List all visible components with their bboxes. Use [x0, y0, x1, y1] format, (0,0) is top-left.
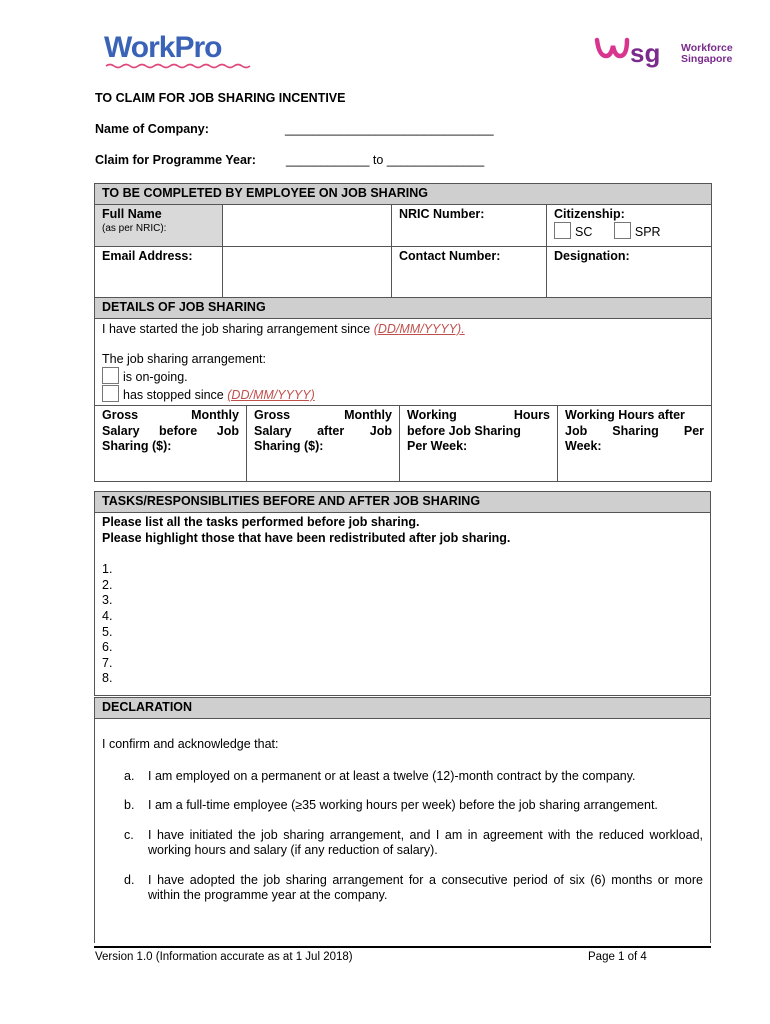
nric-label: NRIC Number:	[399, 207, 485, 221]
wsg-logo-line2: Singapore	[681, 53, 733, 65]
designation-label: Designation:	[554, 249, 630, 263]
full-name-label: Full Name	[102, 207, 162, 221]
wsg-logo-line1: Workforce	[681, 42, 733, 54]
page-number: Page 1 of 4	[588, 951, 647, 963]
programme-year-label: Claim for Programme Year:	[95, 153, 256, 167]
form-title: TO CLAIM FOR JOB SHARING INCENTIVE	[95, 91, 346, 105]
details-body	[95, 319, 712, 406]
wsg-logo-sg: sg	[630, 38, 661, 68]
footer-divider	[94, 946, 711, 948]
company-input[interactable]: ______________________________	[285, 122, 494, 136]
tasks-section-header: TASKS/RESPONSIBLITIES BEFORE AND AFTER JOB SHARING	[95, 492, 711, 513]
list-item: 2.	[102, 577, 113, 592]
declaration-body	[95, 719, 711, 944]
list-item: 5.	[102, 624, 113, 639]
full-name-note: (as per NRIC):	[102, 223, 167, 234]
footer-version: Version 1.0 (Information accurate as at 1 Jul 2018)	[95, 951, 353, 963]
details-table	[94, 297, 712, 482]
task-list	[102, 562, 703, 687]
declaration-item-b: b. I am a full-time employee (≥35 working hours per week) before the job sharing arrangement.	[124, 798, 658, 812]
declaration-item-d: d. I have adopted the job sharing arrangement for a consecutive period of six (6) months or more within the programme year at the company.	[124, 872, 703, 902]
declaration-intro: I confirm and acknowledge that:	[102, 737, 279, 751]
list-item: 3.	[102, 593, 113, 608]
sc-label: SC	[575, 225, 593, 239]
contact-cell[interactable]	[392, 247, 547, 299]
start-date-field[interactable]: (DD/MM/YYYY).	[373, 322, 465, 336]
ongoing-label: is on-going.	[123, 370, 188, 384]
declaration-section-header: DECLARATION	[95, 698, 711, 719]
stopped-checkbox[interactable]	[102, 385, 119, 402]
company-label: Name of Company:	[95, 122, 209, 136]
list-item: 7.	[102, 655, 113, 670]
hours-before-cell[interactable]: Working Hours before Job Sharing Per Week:	[400, 406, 558, 482]
spr-label: SPR	[634, 225, 661, 239]
citizenship-label: Citizenship:	[554, 207, 625, 221]
full-name-label-cell	[95, 205, 223, 247]
programme-year-row	[95, 153, 485, 167]
ongoing-checkbox[interactable]	[102, 367, 119, 384]
tasks-instruction-1: Please list all the tasks performed before job sharing.	[102, 515, 420, 529]
citizenship-cell	[547, 205, 712, 247]
spr-checkbox[interactable]	[614, 222, 631, 239]
tasks-body[interactable]	[95, 513, 711, 696]
designation-cell[interactable]	[547, 247, 712, 299]
details-section-header: DETAILS OF JOB SHARING	[95, 298, 712, 319]
declaration-item-c: c. I have initiated the job sharing arrangement, and I am in agreement with the reduced workload, working hours and salary (if any reduction of salary).	[124, 827, 703, 857]
nric-cell[interactable]	[392, 205, 547, 247]
list-item: 6.	[102, 640, 113, 655]
stopped-label: has stopped since	[123, 388, 224, 402]
declaration-table	[94, 697, 711, 943]
email-input[interactable]	[223, 247, 392, 299]
tasks-instruction-2: Please highlight those that have been redistributed after job sharing.	[102, 530, 511, 545]
contact-label: Contact Number:	[399, 249, 501, 263]
year-from-input[interactable]: ____________ to ______________	[286, 153, 485, 167]
tasks-table	[94, 491, 711, 696]
salary-before-cell[interactable]: Gross Monthly Salary before Job Sharing ($):	[95, 406, 247, 482]
list-item: 8.	[102, 671, 113, 686]
started-text: I have started the job sharing arrangement since	[102, 322, 371, 336]
employee-section-header: TO BE COMPLETED BY EMPLOYEE ON JOB SHARING	[95, 184, 712, 205]
sc-checkbox[interactable]	[554, 222, 571, 239]
email-label: Email Address:	[95, 247, 223, 299]
salary-after-cell[interactable]: Gross Monthly Salary after Job Sharing ($):	[247, 406, 400, 482]
workpro-logo-text: WorkPro	[104, 31, 222, 64]
employee-table	[94, 183, 712, 299]
wsg-logo	[594, 30, 734, 70]
arrangement-text: The job sharing arrangement:	[102, 352, 266, 366]
list-item: 1.	[102, 562, 113, 577]
hours-after-cell[interactable]: Working Hours after Job Sharing Per Week:	[558, 406, 712, 482]
workpro-logo	[104, 28, 256, 72]
stop-date-field[interactable]: (DD/MM/YYYY)	[227, 388, 315, 402]
company-row	[95, 122, 494, 136]
list-item: 4.	[102, 608, 113, 623]
full-name-input[interactable]	[223, 205, 392, 247]
declaration-item-a: a. I am employed on a permanent or at least a twelve (12)-month contract by the company.	[124, 768, 636, 783]
